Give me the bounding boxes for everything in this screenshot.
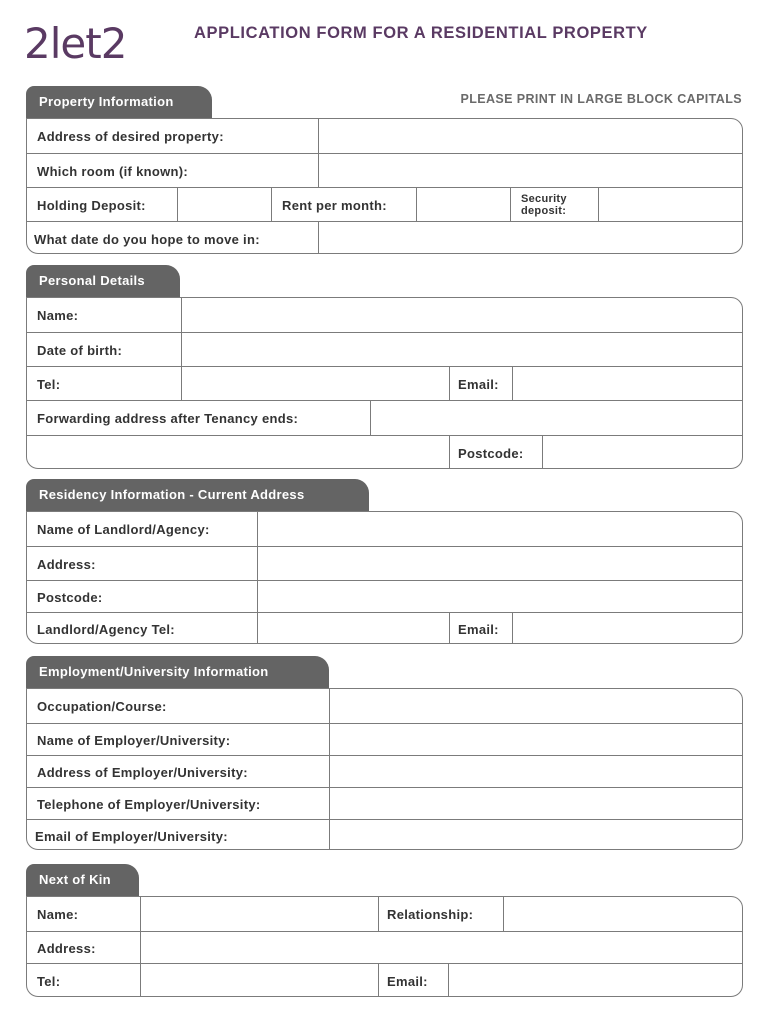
- landlord-email-label: Email:: [458, 622, 499, 637]
- holding-deposit-field[interactable]: [178, 188, 271, 222]
- security-deposit-label-line1: Security: [521, 193, 567, 205]
- kin-contact-row: [27, 963, 742, 997]
- kin-tel-label: Tel:: [37, 974, 61, 989]
- current-postcode-row: [27, 580, 742, 613]
- current-postcode-field[interactable]: [258, 581, 742, 613]
- landlord-contact-row: [27, 612, 742, 644]
- employer-email-row: [27, 819, 742, 850]
- employer-name-row: [27, 723, 742, 756]
- kin-email-field[interactable]: [449, 964, 742, 997]
- section-tab-employment: Employment/University Information: [26, 656, 329, 688]
- section-tab-property: Property Information: [26, 86, 212, 118]
- tel-email-row: [27, 366, 742, 401]
- current-postcode-label: Postcode:: [37, 589, 103, 605]
- move-date-field[interactable]: [319, 222, 742, 254]
- forwarding-address-field[interactable]: [371, 401, 742, 436]
- forwarding-postcode-row: [27, 435, 742, 469]
- postcode-label: Postcode:: [458, 446, 524, 461]
- move-date-row: [27, 221, 742, 254]
- relationship-field[interactable]: [504, 897, 742, 931]
- kin-address-label: Address:: [37, 940, 96, 956]
- property-address-label: Address of desired property:: [37, 128, 224, 144]
- kin-tel-field[interactable]: [141, 964, 378, 997]
- kin-name-label: Name:: [37, 906, 79, 922]
- landlord-tel-label: Landlord/Agency Tel:: [37, 622, 175, 637]
- employer-address-field[interactable]: [330, 756, 742, 788]
- employer-name-field[interactable]: [330, 724, 742, 756]
- kin-address-row: [27, 931, 742, 964]
- tel-field[interactable]: [182, 367, 449, 401]
- forwarding-address-label: Forwarding address after Tenancy ends:: [37, 411, 299, 426]
- employer-address-row: [27, 755, 742, 788]
- kin-email-label: Email:: [387, 974, 428, 989]
- section-tab-kin: Next of Kin: [26, 864, 139, 896]
- residency-section: [26, 511, 743, 644]
- employer-tel-field[interactable]: [330, 788, 742, 820]
- dob-row: [27, 332, 742, 367]
- dob-label: Date of birth:: [37, 342, 123, 358]
- kin-name-field[interactable]: [141, 897, 378, 931]
- section-tab-personal: Personal Details: [26, 265, 180, 297]
- occupation-row: [27, 689, 742, 723]
- kin-name-row: [27, 897, 742, 931]
- rent-label: Rent per month:: [282, 197, 387, 213]
- security-deposit-label-line2: deposit:: [521, 205, 567, 217]
- holding-deposit-label: Holding Deposit:: [37, 197, 146, 213]
- employer-tel-row: [27, 787, 742, 820]
- dob-field[interactable]: [182, 333, 742, 367]
- property-section: [26, 118, 743, 254]
- employer-tel-label: Telephone of Employer/University:: [37, 796, 261, 812]
- landlord-name-field[interactable]: [258, 512, 742, 546]
- occupation-label: Occupation/Course:: [37, 698, 167, 714]
- room-row: [27, 153, 742, 188]
- current-address-row: [27, 546, 742, 581]
- page-title: APPLICATION FORM FOR A RESIDENTIAL PROPERTY: [194, 24, 648, 42]
- employment-section: [26, 688, 743, 850]
- email-field[interactable]: [513, 367, 742, 401]
- landlord-tel-field[interactable]: [258, 613, 449, 644]
- employer-name-label: Name of Employer/University:: [37, 732, 231, 748]
- forwarding-address-line2-field[interactable]: [27, 436, 449, 469]
- property-address-row: [27, 119, 742, 153]
- kin-section: [26, 896, 743, 997]
- name-field[interactable]: [182, 298, 742, 332]
- personal-section: [26, 297, 743, 469]
- postcode-field[interactable]: [543, 436, 742, 469]
- deposit-row: [27, 187, 742, 222]
- current-address-label: Address:: [37, 556, 96, 572]
- company-logo: 2let2: [24, 19, 127, 68]
- forwarding-row: [27, 400, 742, 436]
- employer-address-label: Address of Employer/University:: [37, 764, 248, 780]
- tel-label: Tel:: [37, 376, 61, 392]
- name-row: [27, 298, 742, 332]
- landlord-name-label: Name of Landlord/Agency:: [37, 521, 210, 537]
- relationship-label: Relationship:: [387, 906, 474, 922]
- employer-email-label: Email of Employer/University:: [35, 828, 228, 844]
- landlord-row: [27, 512, 742, 546]
- occupation-field[interactable]: [330, 689, 742, 723]
- kin-address-field[interactable]: [141, 932, 742, 964]
- security-deposit-field[interactable]: [599, 188, 742, 222]
- print-instruction: PLEASE PRINT IN LARGE BLOCK CAPITALS: [460, 92, 742, 106]
- employer-email-field[interactable]: [330, 820, 742, 850]
- email-label: Email:: [458, 376, 499, 392]
- property-address-field[interactable]: [319, 119, 742, 153]
- section-tab-residency: Residency Information - Current Address: [26, 479, 369, 511]
- rent-field[interactable]: [417, 188, 510, 222]
- move-date-label: What date do you hope to move in:: [34, 231, 260, 247]
- landlord-email-field[interactable]: [513, 613, 742, 644]
- current-address-field[interactable]: [258, 547, 742, 581]
- room-field[interactable]: [319, 154, 742, 188]
- security-deposit-label: [521, 188, 567, 222]
- room-label: Which room (if known):: [37, 163, 189, 179]
- name-label: Name:: [37, 307, 79, 323]
